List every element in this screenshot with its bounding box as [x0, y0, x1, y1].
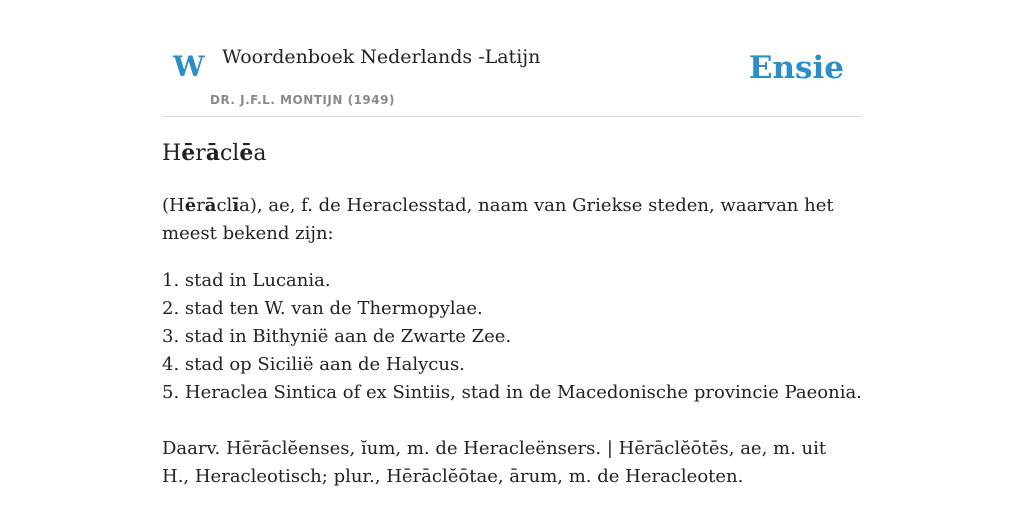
headword-part: cl	[219, 141, 240, 166]
ensie-logo-link[interactable]: Ensie	[748, 50, 844, 86]
definition-part: ā	[204, 195, 217, 216]
headword-part: ā	[205, 140, 220, 166]
headword-part: r	[195, 141, 206, 166]
sense-item: 5. Heraclea Sintica of ex Sintiis, stad in de Macedonische provincie Paeonia.	[162, 382, 862, 403]
dictionary-header	[162, 36, 862, 117]
definition-part: cl	[216, 195, 233, 216]
sense-item: 4. stad op Sicilië aan de Halycus.	[162, 354, 465, 375]
headword-part: ē	[239, 140, 254, 166]
dictionary-logo[interactable]: W	[173, 50, 205, 83]
sense-list	[162, 267, 862, 407]
sense-item: 3. stad in Bithynië aan de Zwarte Zee.	[162, 326, 512, 347]
definition-part: a), ae, f. de Heraclesstad, naam van Griekse steden, waarvan het meest bekend zijn:	[162, 195, 834, 244]
definition-part: (H	[162, 195, 185, 216]
headword-part: a	[253, 141, 267, 166]
dictionary-author: DR. J.F.L. MONTIJN (1949)	[210, 93, 395, 107]
headword-part: H	[162, 141, 182, 166]
dictionary-title[interactable]: Woordenboek Nederlands -Latijn	[222, 46, 541, 68]
entry-definition	[162, 192, 852, 248]
headword-part: ē	[181, 140, 196, 166]
entry-headword	[162, 140, 266, 166]
definition-part: ī	[232, 195, 240, 216]
definition-part: ē	[184, 195, 197, 216]
sense-item: 1. stad in Lucania.	[162, 270, 331, 291]
sense-item: 2. stad ten W. van de Thermopylae.	[162, 298, 483, 319]
entry-derivatives: Daarv. Hērāclĕenses, ĭum, m. de Heracleënsers. | Hērāclĕōtēs, ae, m. uit H., Heracleotisch; plur., Hērāclĕōtae, ārum, m. de Heracleoten.	[162, 438, 827, 487]
definition-part: r	[196, 195, 205, 216]
